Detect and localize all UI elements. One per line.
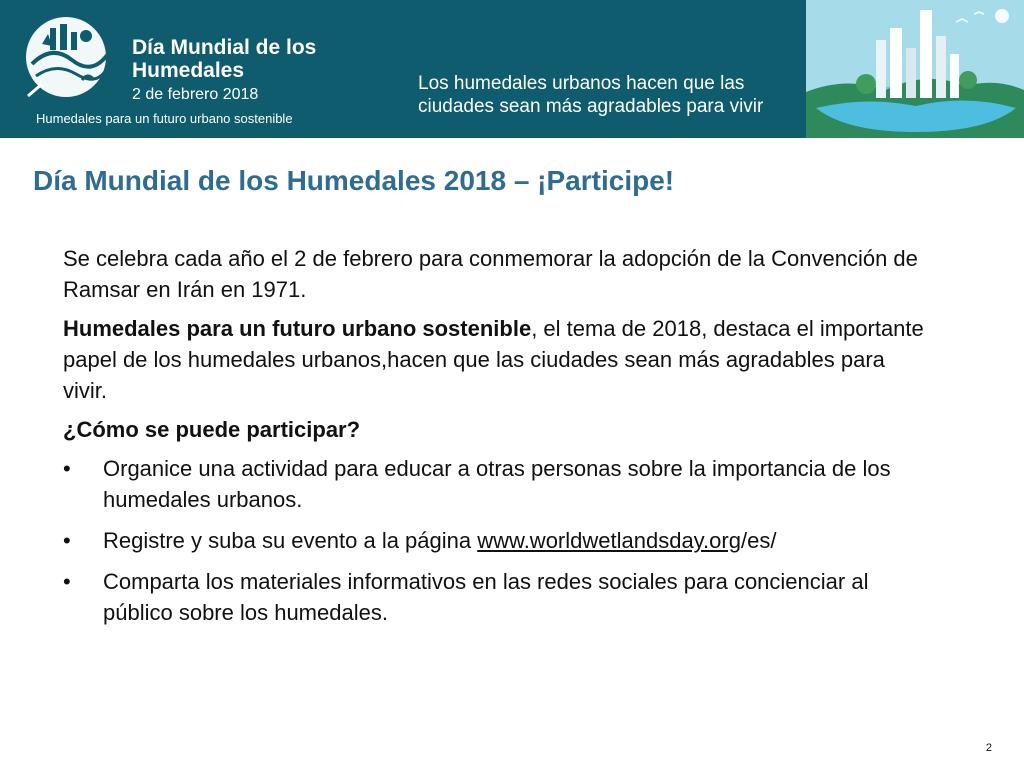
bullet-icon: • (63, 569, 71, 594)
list-item (63, 453, 933, 515)
bullet-text: Registre y suba su evento a la página (103, 528, 472, 553)
slide-number: 2 (985, 742, 992, 754)
logo-title: Día Mundial de los Humedales (132, 36, 317, 82)
website-link[interactable]: www.worldwetlandsday.org (477, 528, 741, 553)
bullet-text: Comparta los materiales informativos en las redes sociales para concienciar al público sobre los humedales. (103, 569, 869, 625)
list-item (63, 525, 933, 556)
theme-paragraph-rest: , el tema de 2018, destaca el importante papel de los humedales urbanos,hacen que las ciudades sean más agradables para vivir. (63, 316, 924, 403)
slide-content (63, 243, 933, 638)
wetlands-emblem-icon (22, 14, 140, 100)
intro-paragraph: Se celebra cada año el 2 de febrero para conmemorar la adopción de la Convención de Ramsar en Irán en 1971. (63, 246, 918, 302)
theme-paragraph (63, 313, 933, 406)
city-illustration-icon (806, 0, 1024, 138)
logo-theme: Humedales para un futuro urbano sostenible (36, 111, 293, 126)
question-text: ¿Cómo se puede participar? (63, 417, 361, 442)
bullet-icon: • (63, 456, 71, 481)
wetlands-day-logo (22, 14, 317, 126)
bullet-icon: • (63, 528, 71, 553)
link-suffix: /es/ (740, 528, 777, 553)
participation-list (63, 453, 933, 628)
page-title: Día Mundial de los Humedales 2018 – ¡Participe! (33, 165, 675, 196)
bullet-text: Organice una actividad para educar a otras personas sobre la importancia de los humedales urbanos. (103, 456, 891, 512)
logo-date: 2 de febrero 2018 (132, 86, 259, 103)
list-item (63, 566, 933, 628)
banner-slogan: Los humedales urbanos hacen que las ciudades sean más agradables para vivir (418, 73, 764, 117)
participation-question (63, 414, 933, 445)
theme-bold-text: Humedales para un futuro urbano sostenible (63, 316, 532, 341)
header-banner (0, 0, 1024, 138)
